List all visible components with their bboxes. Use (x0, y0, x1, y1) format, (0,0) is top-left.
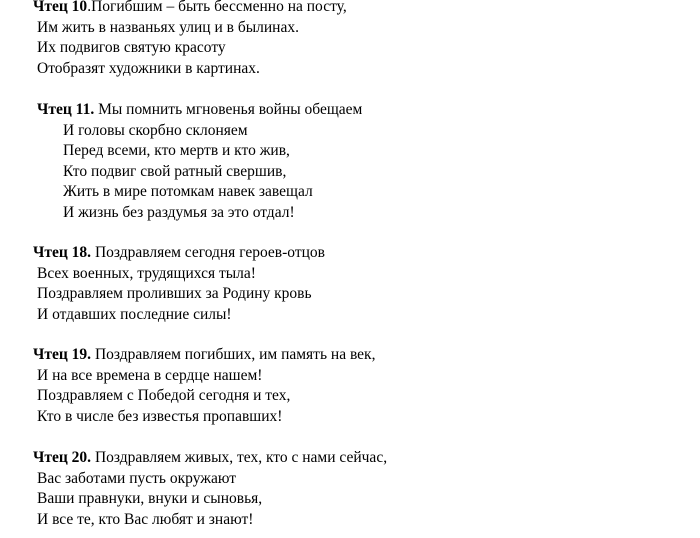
speaker-label: Чтец 19. (33, 346, 92, 363)
poem-line: Жить в мире потомкам навек завещал (63, 183, 313, 201)
poem-line: Их подвигов святую красоту (37, 39, 226, 57)
poem-line: Поздравляем живых, тех, кто с нами сейчас, (91, 449, 388, 466)
stanza-first-line (33, 243, 325, 264)
speaker-label: Чтец 10 (33, 0, 88, 15)
stanza-reader-11 (37, 100, 362, 224)
poem-line: Ваши правнуки, внуки и сыновья, (37, 490, 263, 508)
speaker-label: Чтец 18. (33, 244, 92, 261)
poem-line: Перед всеми, кто мертв и кто жив, (63, 142, 290, 160)
poem-line: Поздравляем погибших, им память на век, (91, 346, 376, 363)
poem-line: Поздравляем с Победой сегодня и тех, (37, 387, 291, 405)
poem-line: Мы помнить мгновенья войны обещаем (94, 101, 363, 118)
speaker-label: Чтец 20. (33, 449, 92, 466)
stanza-first-line (33, 345, 375, 366)
poem-line: Отобразят художники в картинах. (37, 59, 260, 77)
stanza-reader-20 (33, 448, 387, 530)
stanza-first-line (37, 100, 362, 121)
poem-line: И на все времена в сердце нашем! (37, 366, 263, 384)
stanza-reader-10 (33, 0, 347, 79)
stanza-reader-19 (33, 345, 375, 427)
poem-line: И жизнь без раздумья за это отдал! (63, 203, 295, 221)
poem-line: Кто в числе без известья пропавших! (37, 407, 283, 425)
poem-line: Всех военных, трудящихся тыла! (37, 264, 256, 282)
stanza-first-line (33, 448, 387, 469)
poem-line: Им жить в названьях улиц и в былинах. (37, 18, 299, 36)
poem-line: И головы скорбно склоняем (63, 121, 248, 139)
stanza-first-line (33, 0, 347, 18)
poem-line: И отдавших последние силы! (37, 305, 232, 323)
poem-line: Поздравляем сегодня героев-отцов (91, 244, 325, 261)
poem-line: .Погибшим – быть бессменно на посту, (87, 0, 347, 15)
poem-line: Поздравляем проливших за Родину кровь (37, 285, 312, 303)
poem-line: Вас заботами пусть окружают (37, 469, 236, 487)
poem-line: И все те, кто Вас любят и знают! (37, 510, 254, 528)
poem-line: Кто подвиг свой ратный свершив, (63, 162, 287, 180)
speaker-label: Чтец 11. (37, 101, 95, 118)
stanza-reader-18 (33, 243, 325, 325)
